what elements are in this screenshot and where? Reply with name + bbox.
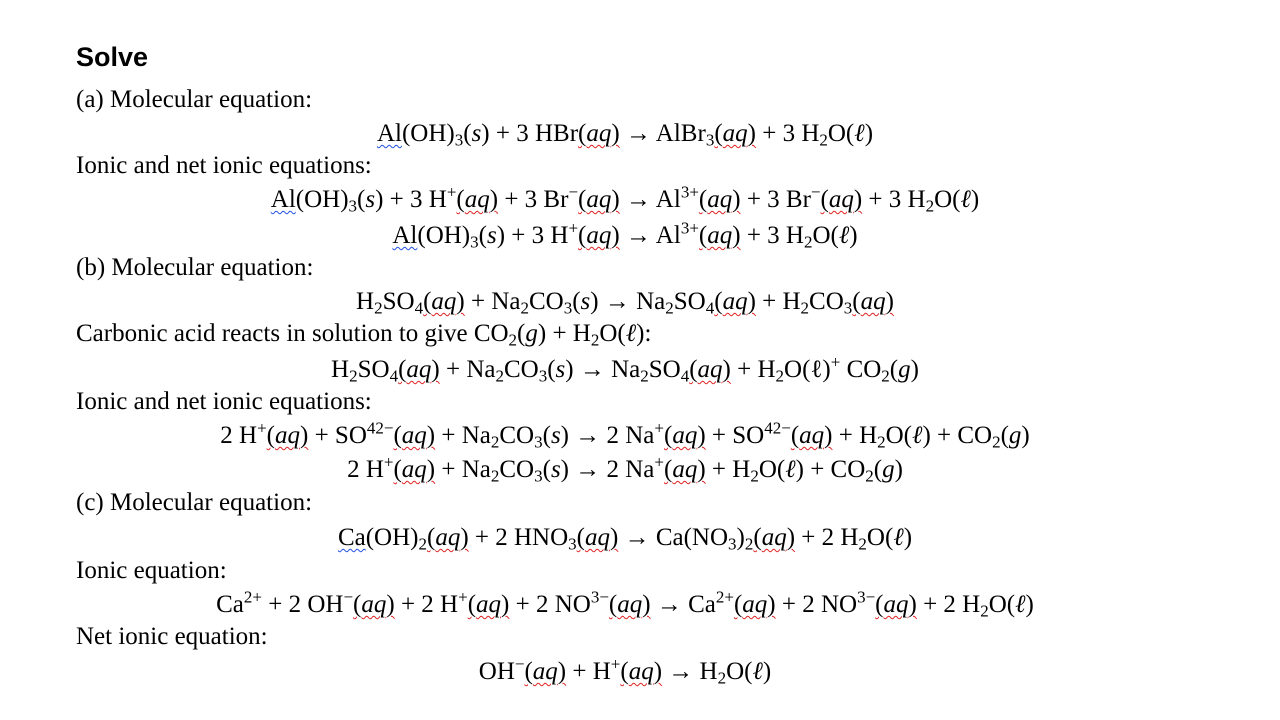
label-c-molecular: (c) Molecular equation: [76,489,313,516]
equation-c2: $Ca^{2+} + 2$ OH−(aq) + 2 H+(aq) + 2 $NO^{3-}(aq) \to Ca^{2+}(aq) + 2$ $NO^{3-}(aq) + 2$ $H_2O(\ell)$ [216,587,1034,621]
equation-a2: $Al(OH)_3(s) + 3$ H+(aq) + 3 $Br^-(aq) \to Al^{3+}(aq) + 3$ Br−(aq) + 3 $H_2O(\ell)$ [270,182,980,216]
label-a-ionic: Ionic and net ionic equations: [76,152,372,179]
label-a-molecular: (a) Molecular equation: [76,86,313,113]
equation-b3: 2 $H^+(aq) + SO^{42-}(aq) + Na_2CO_3(s) \to 2$ $Na^+(aq) + SO^{42-}(aq)$ + $H_2O(\ell) + CO_2(g)$ [220,418,1030,452]
equation-b2: $H_2SO_4(aq) + Na_2CO_3(s) \to Na_2SO_4(aq)$ + $H_2O(\ell)^+$ $CO_2(g)$ [331,352,919,386]
label-c-ionic: Ionic equation: [76,557,227,584]
equation-b1: $H_2SO_4(aq) + Na_2CO_3(s) \to Na_2SO_4(aq) + H_2CO_3(aq)$ [356,288,894,318]
label-b-ionic: Ionic and net ionic equations: [76,388,372,415]
slide-title: Solve [76,42,149,72]
equation-a3: $Al(OH)_3(s) + 3$ $H^+(aq) \to Al^{3+}(aq) + 3$ $H_2O(\ell)$ [392,218,858,252]
equation-b4: 2 $H^+(aq) + Na_2CO_3(s) \to 2$ $Na^+(aq) + H_2O(\ell) + CO_2(g)$ [347,452,903,486]
equation-a1: $Al(OH)_3(s) + 3$ HBr(aq) → AlBr$_3$(aq) + 3 $H_2O(\ell)$ [376,120,874,150]
equation-c1: $Ca(OH)_2(aq) + 2$ $HNO_3(aq) \to Ca(NO_3)_2(aq) + 2$ $H_2O(\ell)$ [337,524,913,554]
label-c-net: Net ionic equation: [76,623,268,650]
label-b-molecular: (b) Molecular equation: [76,254,314,281]
equation-c3: $OH^-(aq) + H^+(aq) \to H_2O(\ell)$ [478,654,772,688]
label-b-carbonic: Carbonic acid reacts in solution to give $CO_2(g)$ + $H_2O(\ell)$: [76,320,652,350]
